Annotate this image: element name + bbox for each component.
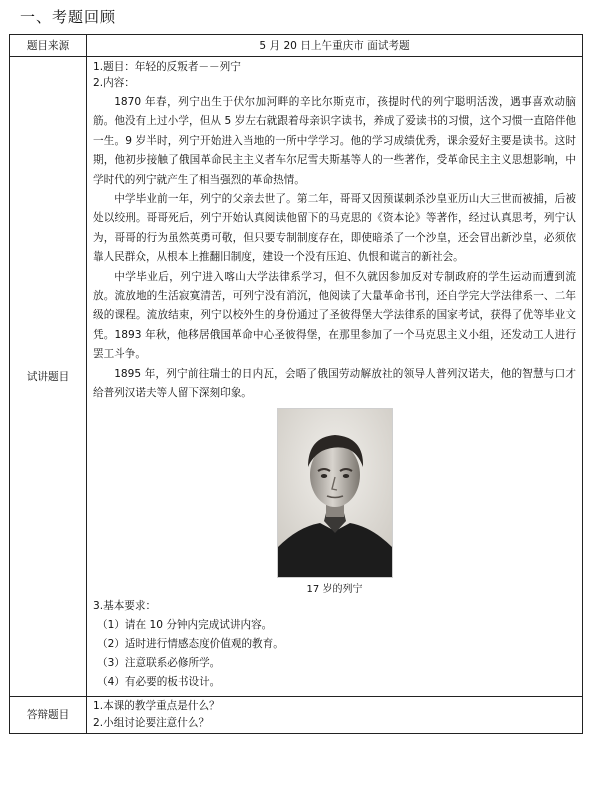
exam-table	[9, 34, 583, 734]
lecture-topic: 1.题目：年轻的反叛者－－列宁	[93, 61, 241, 73]
qa-question: 2.小组讨论要注意什么？	[93, 716, 210, 729]
photo-figure	[93, 408, 576, 597]
requirements-label: 3.基本要求：	[93, 599, 157, 612]
content-label: 2.内容：	[93, 77, 135, 89]
lecture-row	[10, 57, 583, 697]
photo-caption: 17 岁的列宁	[306, 583, 363, 595]
requirement-item: （3）注意联系必修所学。	[97, 657, 221, 670]
paragraph: 1895 年，列宁前往瑞士的日内瓦，会晤了俄国劳动解放社的领导人普列汉诺夫，他的智慧与口才给普列汉诺夫等人留下深刻印象。	[93, 367, 576, 400]
lecture-label: 试讲题目	[10, 57, 87, 697]
requirement-item: （4）有必要的板书设计。	[97, 676, 221, 689]
qa-question: 1.本课的教学重点是什么？	[93, 699, 220, 712]
portrait-image	[278, 409, 392, 577]
portrait-photo	[277, 408, 393, 578]
qa-content	[87, 696, 583, 733]
header-row	[10, 35, 583, 57]
paragraph: 中学毕业前一年，列宁的父亲去世了。第二年，哥哥又因预谋刺杀沙皇亚历山大三世而被捕，后被处以绞刑。哥哥死后，列宁开始认真阅读他留下的马克思的《资本论》等著作，经过认真思考，列宁认为，哥哥的行为虽然英勇可敬，但只要专制制度存在，即使暗杀了一个沙皇，还会冒出新沙皇，必须依靠人民群众，从根本上推翻旧制度，建设一个没有压迫、仇恨和谎言的新社会。	[93, 193, 576, 264]
qa-row	[10, 696, 583, 733]
source-value: 5 月 20 日上午重庆市 面试考题	[87, 35, 583, 57]
source-label: 题目来源	[10, 35, 87, 57]
requirement-item: （2）适时进行情感态度价值观的教育。	[97, 637, 284, 650]
lecture-content	[87, 57, 583, 697]
requirement-item: （1）请在 10 分钟内完成试讲内容。	[97, 618, 273, 631]
section-title: 一、考题回顾	[20, 8, 117, 26]
paragraph: 1870 年春，列宁出生于伏尔加河畔的辛比尔斯克市，孩提时代的列宁聪明活泼，遇事喜欢动脑筋。他没有上过小学，但从 5 岁左右就跟着母亲识字读书，养成了爱读书的习惯，这个习惯一直陪伴他一生。9 岁半时，列宁开始进入当地的一所中学学习。他的学习成绩优秀，课余爱好主要是读书。这时期，他初步接触了俄国革命民主主义者车尔尼雪夫斯基等人的一些著作，受革命民主主义思想影响，中学时代的列宁就产生了相当强烈的革命热情。	[93, 96, 576, 186]
paragraph: 中学毕业后，列宁进入喀山大学法律系学习，但不久就因参加反对专制政府的学生运动而遭到流放。流放地的生活寂寞清苦，可列宁没有消沉，他阅读了大量革命书刊，还自学完大学法律系一、二年级的课程。流放结束，列宁以校外生的身份通过了圣彼得堡大学法律系的国家考试，获得了优等毕业文凭。1893 年秋，他移居俄国革命中心圣彼得堡，在那里参加了一个马克思主义小组，还发动工人进行罢工斗争。	[93, 270, 576, 361]
qa-label: 答辩题目	[10, 696, 87, 733]
